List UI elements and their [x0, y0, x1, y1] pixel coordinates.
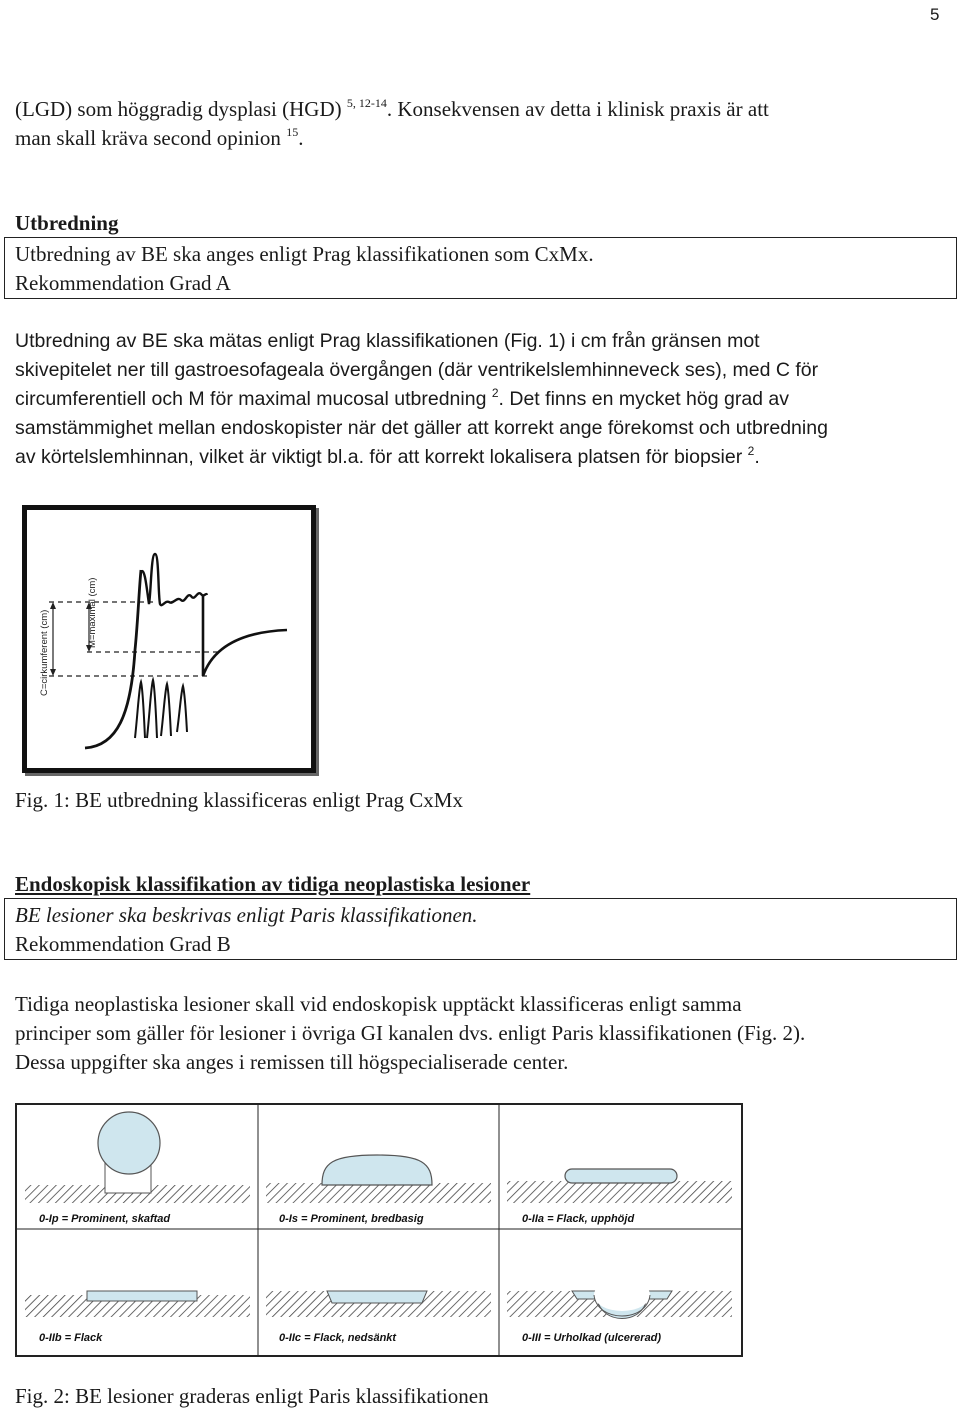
recommendation-grade: Rekommendation Grad B — [15, 932, 231, 956]
paragraph-line: Dessa uppgifter ska anges i remissen till högspecialiserade center. — [15, 1050, 569, 1074]
paragraph-line: av körtelslemhinnan, vilket är viktigt bl.a. för att korrekt lokalisera platsen för biopsier $^2$. — [15, 444, 760, 468]
figure-2-caption: Fig. 2: BE lesioner graderas enligt Paris klassifikationen — [15, 1384, 489, 1408]
paragraph-line: principer som gäller för lesioner i övriga GI kanalen dvs. enligt Paris klassifikationen (Fig. 2). — [15, 1021, 806, 1045]
recommendation-text: Utbredning av BE ska anges enligt Prag klassifikationen som CxMx. — [15, 242, 594, 266]
cell-label-0-iic: 0-IIc = Flack, nedsänkt — [279, 1332, 397, 1344]
paris-diagram — [17, 1105, 741, 1355]
mucosa-hatch — [507, 1181, 732, 1203]
paragraph-line: samstämmighet mellan endoskopister när det gäller att korrekt ange förekomst och utbredning — [15, 417, 828, 439]
figure-2-paris — [15, 1103, 743, 1357]
cell-label-0-iib: 0-IIb = Flack — [39, 1332, 103, 1344]
paragraph-line: circumferentiell och M för maximal mucosal utbredning $^2$. Det finns en mycket hög grad av — [15, 386, 790, 410]
figure-1-prague — [22, 505, 316, 773]
cell-label-0-ip: 0-Ip = Prominent, skaftad — [39, 1213, 171, 1225]
cell-label-0-is: 0-Is = Prominent, bredbasig — [279, 1213, 424, 1225]
recommendation-grade: Rekommendation Grad A — [15, 271, 231, 295]
cell-label-0-iii: 0-III = Urholkad (ulcererad) — [522, 1332, 662, 1344]
intro-line-1: (LGD) som höggradig dysplasi (HGD) $^{5, 12-14}$. Konsekvensen av detta i klinisk praxis är att — [15, 96, 769, 121]
label-m-maximal: M=maximal (cm) — [87, 577, 98, 648]
recommendation-box-a — [4, 237, 957, 299]
lesion-iic — [327, 1291, 427, 1303]
intro-line-2: man skall kräva second opinion $^{15}$. — [15, 125, 304, 150]
lesion-iia — [565, 1169, 677, 1183]
prague-diagram — [27, 510, 311, 768]
figure-1-caption: Fig. 1: BE utbredning klassificeras enligt Prag CxMx — [15, 788, 463, 812]
recommendation-box-b — [4, 898, 957, 960]
paragraph-line: Tidiga neoplastiska lesioner skall vid endoskopisk upptäckt klassificeras enligt samma — [15, 992, 742, 1016]
paragraph-line: skivepitelet ner till gastroesofageala övergången (där ventrikelslemhinneveck ses), med C för — [15, 359, 819, 381]
label-c-cirkumferent: C=cirkumferent (cm) — [39, 609, 50, 696]
cell-label-0-iia: 0-IIa = Flack, upphöjd — [522, 1213, 635, 1225]
lesion-iib — [87, 1291, 197, 1301]
recommendation-text: BE lesioner ska beskrivas enligt Paris klassifikationen. — [15, 903, 478, 927]
paragraph-line: Utbredning av BE ska mätas enligt Prag klassifikationen (Fig. 1) i cm från gränsen mot — [15, 330, 760, 352]
mucosa-hatch — [266, 1183, 491, 1203]
lesion-ip — [98, 1112, 160, 1174]
section-heading-utbredning: Utbredning — [15, 211, 119, 235]
page-number: 5 — [930, 5, 940, 24]
lesion-is — [322, 1155, 432, 1185]
section-heading-endoskopisk: Endoskopisk klassifikation av tidiga neoplastiska lesioner — [15, 872, 531, 896]
